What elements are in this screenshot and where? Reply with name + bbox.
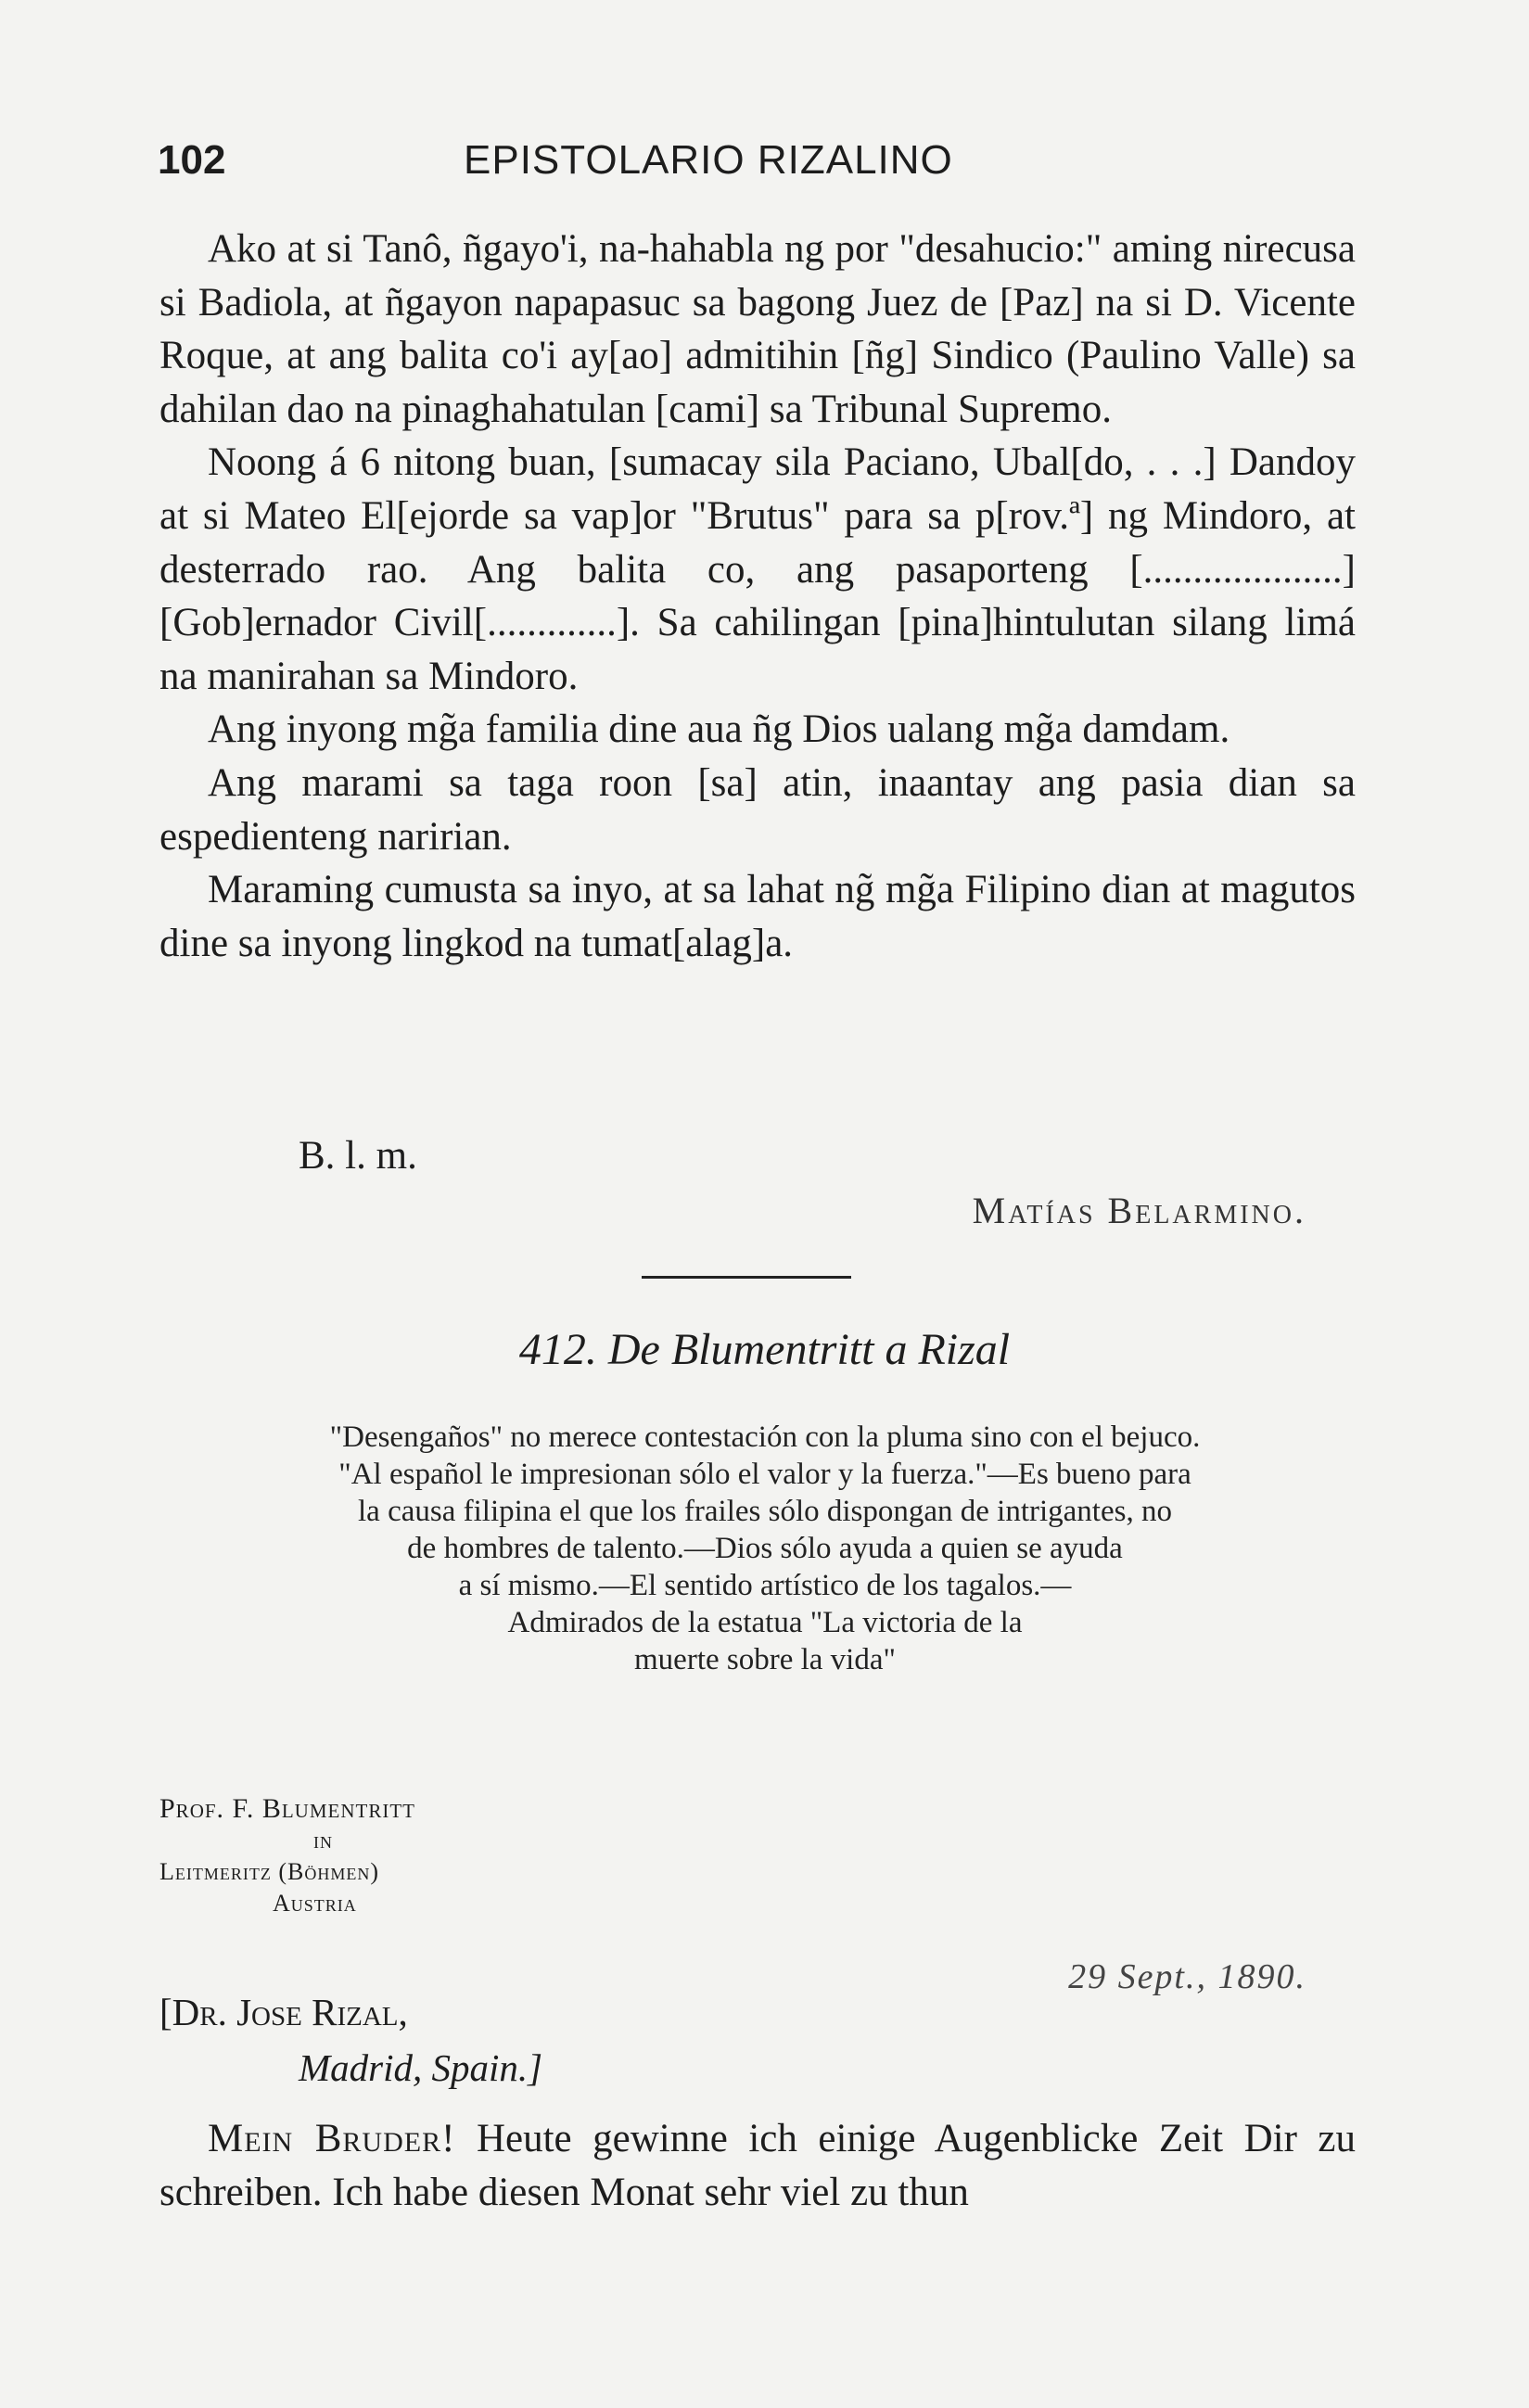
summary-line: "Al español le impresionan sólo el valor y la fuerza."—Es bueno para — [338, 1458, 1191, 1491]
salutation: Mein Bruder! — [208, 2117, 456, 2160]
letter-closing: B. l. m. — [299, 1134, 417, 1178]
paragraph-text: Heute gewinne ich einige Augenblicke Zeit Dir zu schreiben. Ich habe diesen Monat sehr viel zu thun — [159, 2117, 1357, 2214]
running-title: EPISTOLARIO RIZALINO — [464, 137, 953, 183]
summary-line: la causa filipina el que los frailes sólo dispongan de intrigantes, no — [358, 1495, 1172, 1528]
addressee-name: [Dr. Jose Rizal, — [159, 1991, 408, 2033]
paragraph: Ang inyong mg̃a familia dine aua ñg Dios ualang mg̃a damdam. — [208, 707, 1230, 752]
letter2-body — [159, 2112, 1356, 2219]
sender-name: Prof. F. Blumentritt — [159, 1793, 415, 1824]
letter-date: 29 Sept., 1890. — [1068, 1957, 1306, 1996]
signature: Matías Belarmino. — [972, 1190, 1306, 1231]
paragraph: Ang marami sa taga roon [sa] atin, inaantay ang pasia dian sa espedienteng naririan. — [159, 760, 1356, 859]
paragraph: Ako at si Tanô, ñgayo'i, na-hahabla ng por "desahucio:" aming nirecusa si Badiola, at ñgayon napapasuc sa bagong Juez de [Paz] na si D. Vicente Roque, at ang balita co'i ay[ao] admitihin [ñg] Sindico (Paulino Valle) sa dahilan dao na pinaghahatulan [cami] sa Tribunal Supremo. — [159, 227, 1356, 431]
addressee — [159, 1984, 542, 2096]
summary-line: de hombres de talento.—Dios sólo ayuda a quien se ayuda — [407, 1532, 1123, 1565]
addressee-place: Madrid, Spain.] — [299, 2046, 543, 2089]
paragraph — [159, 2112, 1356, 2219]
summary-line: muerte sobre la vida" — [634, 1643, 896, 1676]
sender-address — [159, 1793, 415, 1919]
sender-country: Austria — [273, 1890, 357, 1917]
letter-heading: 412. De Blumentritt a Rizal — [518, 1325, 1011, 1374]
paragraph: Noong á 6 nitong buan, [sumacay sila Paciano, Ubal[do, . . .] Dandoy at si Mateo El[ejorde sa vap]or "Brutus" para sa p[rov.ª] ng Mindoro, at desterrado rao. Ang balita co, ang pasaporteng [....................] [Gob]ernador Civil[.............]. Sa cahilingan [pina]hintulutan silang limá na manirahan sa Mindoro. — [159, 440, 1356, 698]
page-number: 102 — [158, 137, 226, 183]
section-divider — [642, 1276, 851, 1279]
sender-city: Leitmeritz (Böhmen) — [159, 1858, 380, 1885]
page-header — [158, 137, 1363, 193]
summary-line: a sí mismo.—El sentido artístico de los tagalos.— — [458, 1569, 1072, 1602]
sender-in: in — [313, 1827, 333, 1854]
letter-body — [159, 223, 1356, 970]
summary-line: "Desengaños" no merece contestación con la pluma sino con el bejuco. — [329, 1421, 1201, 1454]
paragraph: Maraming cumusta sa inyo, at sa lahat ng̃ mg̃a Filipino dian at magutos dine sa inyong lingkod na tumat[alag]a. — [159, 868, 1356, 965]
summary-line: Admirados de la estatua "La victoria de la — [507, 1606, 1023, 1639]
letter-summary — [158, 1419, 1372, 1678]
